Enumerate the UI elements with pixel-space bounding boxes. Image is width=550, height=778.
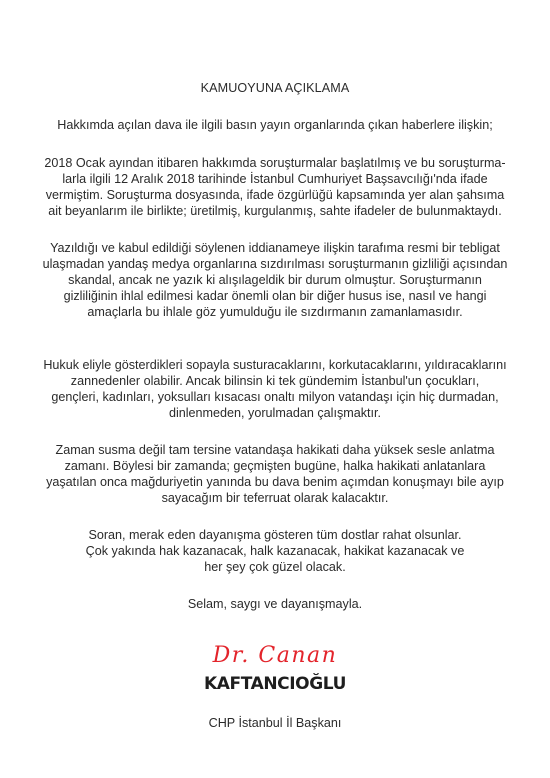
paragraph-line: amaçlarla bu ihlale göz yumulduğu ile sızdırmanın zamanlamasıdır. bbox=[87, 305, 463, 319]
paragraph-line: her şey çok güzel olacak. bbox=[204, 560, 346, 574]
paragraph-line: ulaşmadan yandaş medya organlarına sızdırılması soruşturmanın gizliliği açısından bbox=[42, 257, 508, 271]
paragraph-line: Soran, merak eden dayanışma gösteren tüm dostlar rahat olsunlar. bbox=[88, 528, 462, 542]
paragraph-line: larla ilgili 12 Aralık 2018 tarihinde İstanbul Cumhuriyet Başsavcılığı'nda ifade bbox=[62, 172, 488, 186]
statement-title: KAMUOYUNA AÇIKLAMA bbox=[200, 81, 350, 95]
paragraph-line: Hakkımda açılan dava ile ilgili basın yayın organlarında çıkan haberlere ilişkin; bbox=[57, 118, 493, 132]
paragraph-line: gizliliğinin ihlal edilmesi kadar önemli olan bir diğer husus ise, nasıl ve hangi bbox=[63, 289, 487, 303]
paragraph-line: Hukuk eliyle gösterdikleri sopayla susturacaklarını, korkutacaklarını, yıldıracaklarını bbox=[43, 358, 507, 372]
signature-surname: KAFTANCIOĞLU bbox=[203, 674, 347, 694]
paragraph-line: yaşatılan onca mağduriyetin yanında bu dava benim açımdan konuşmayı bile ayıp bbox=[46, 475, 504, 489]
paragraph-line: zamanı. Böylesi bir zamanda; geçmişten bugüne, halka hakikati anlatanlara bbox=[64, 459, 486, 473]
paragraph-line: gençleri, kadınları, yoksulları kısacası onaltı milyon vatandaşı için hiç durmadan, bbox=[51, 390, 499, 404]
paragraph-line: Yazıldığı ve kabul edildiği söylenen iddianameye ilişkin tarafıma resmi bir tebligat bbox=[50, 241, 500, 255]
signature-script-name: Dr. Canan bbox=[212, 643, 338, 668]
closing-line: Selam, saygı ve dayanışmayla. bbox=[187, 597, 363, 611]
paragraph-line: skandal, ancak ne yazık ki alışılageldik bir durum olmuştur. Soruşturmanın bbox=[68, 273, 482, 287]
paragraph-line: ait beyanlarım ile birlikte; üretilmiş, kurgulanmış, sahte ifadeler de bulunmaktaydı. bbox=[48, 204, 502, 218]
signature-role: CHP İstanbul İl Başkanı bbox=[208, 716, 342, 730]
paragraph-line: dinlenmeden, yorulmadan çalışmaktır. bbox=[168, 406, 382, 420]
paragraph-line: vermiştim. Soruşturma dosyasında, ifade özgürlüğü kapsamında yer alan şahsıma bbox=[45, 188, 505, 202]
paragraph-line: zannedenler olabilir. Ancak bilinsin ki tek gündemim İstanbul'un çocukları, bbox=[70, 374, 480, 388]
paragraph-line: Çok yakında hak kazanacak, halk kazanacak, hakikat kazanacak ve bbox=[85, 544, 465, 558]
paragraph-line: Zaman susma değil tam tersine vatandaşa hakikati daha yüksek sesle anlatma bbox=[55, 443, 495, 457]
paragraph-line: 2018 Ocak ayından itibaren hakkımda soruşturmalar başlatılmış ve bu soruşturma- bbox=[44, 156, 506, 170]
paragraph-line: sayacağım bir teferruat olarak kalacaktır. bbox=[161, 491, 389, 505]
